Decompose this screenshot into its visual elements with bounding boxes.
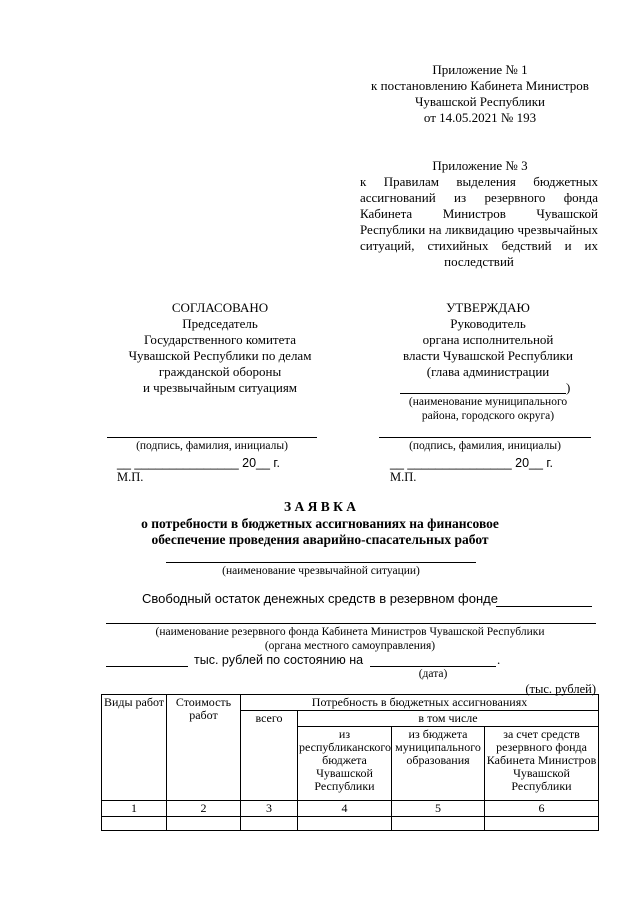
header-total: всего: [241, 711, 298, 801]
agreed-line: и чрезвычайным ситуациям: [142, 380, 298, 395]
header-municipal-budget: из бюджета муниципального образования: [392, 727, 485, 801]
agreed-line: Чувашской Республики по делам: [128, 348, 312, 363]
approved-name-caption: района, городского округа): [421, 410, 555, 422]
approved-line: органа исполнительной: [422, 332, 554, 347]
amount-text: тыс. рублей по состоянию на: [194, 653, 364, 667]
appendix-1-line3: Чувашской Республики: [414, 94, 546, 109]
approved-name-line: [400, 393, 566, 394]
emergency-name-line: [166, 562, 476, 563]
column-number: 2: [167, 801, 241, 817]
emergency-name-caption: (наименование чрезвычайной ситуации): [222, 565, 420, 577]
header-including: в том числе: [298, 711, 599, 727]
table-numbers-row: [102, 801, 599, 817]
agreed-heading: СОГЛАСОВАНО: [171, 300, 269, 315]
header-needs: Потребность в бюджетных ассигнованиях: [241, 695, 599, 711]
table-cell[interactable]: [392, 817, 485, 831]
table-cell[interactable]: [485, 817, 599, 831]
table-cell[interactable]: [167, 817, 241, 831]
header-cost: Стоимость работ: [167, 695, 241, 801]
approved-heading: УТВЕРЖДАЮ: [446, 300, 530, 315]
agreed-signature-caption: (подпись, фамилия, инициалы): [136, 440, 288, 452]
approved-line: Руководитель: [450, 316, 526, 331]
appendix-3-text: к Правилам выделения бюджетных ассигнований из резервного фонда Кабинета Министров Чувашской Республики на ликвидацию чрезвычайных ситуаций, стихийных бедствий и их последствий: [360, 174, 598, 269]
table-cell[interactable]: [298, 817, 392, 831]
amount-line: [106, 666, 188, 667]
table-cell[interactable]: [241, 817, 298, 831]
fund-name-line: [106, 623, 596, 624]
header-work-types: Виды работ: [102, 695, 167, 801]
balance-label: Свободный остаток денежных средств в резервном фонде: [142, 591, 498, 606]
appendix-1-title: Приложение № 1: [432, 62, 528, 77]
agreed-line: Государственного комитета: [144, 332, 296, 347]
approved-line: власти Чувашской Республики: [403, 348, 573, 363]
column-number: 3: [241, 801, 298, 817]
appendix-1-date: от 14.05.2021 № 193: [423, 110, 537, 125]
approved-seal: М.П.: [390, 470, 417, 484]
approved-date: __ _______________ 20__ г.: [390, 456, 553, 470]
approved-line: (глава администрации: [426, 364, 550, 379]
column-number: 5: [392, 801, 485, 817]
fund-name-caption: (наименование резервного фонда Кабинета Министров Чувашской Республики: [155, 626, 545, 638]
approved-signature-line: [379, 437, 591, 438]
column-number: 4: [298, 801, 392, 817]
appendix-3-title: Приложение № 3: [432, 158, 528, 173]
units-label: (тыс. рублей): [525, 682, 596, 696]
date-period: .: [497, 652, 501, 667]
needs-table: [101, 694, 599, 831]
request-subtitle-line1: о потребности в бюджетных ассигнованиях на финансовое: [141, 516, 499, 531]
date-caption: (дата): [418, 668, 448, 680]
table-row: [102, 817, 599, 831]
table-cell[interactable]: [102, 817, 167, 831]
column-number: 1: [102, 801, 167, 817]
approved-signature-caption: (подпись, фамилия, инициалы): [409, 440, 561, 452]
header-republican-budget: из республиканского бюджета Чувашской Республики: [298, 727, 392, 801]
agreed-date: __ _______________ 20__ г.: [117, 456, 280, 470]
approved-name-caption: (наименование муниципального: [408, 396, 568, 408]
request-subtitle-line2: обеспечение проведения аварийно-спасательных работ: [151, 532, 489, 547]
table-header-row: [102, 695, 599, 711]
agreed-line: Председатель: [182, 316, 258, 331]
column-number: 6: [485, 801, 599, 817]
agreed-line: гражданской обороны: [158, 364, 282, 379]
org-name-caption: (органа местного самоуправления): [264, 640, 436, 652]
approved-close-paren: ): [566, 380, 571, 395]
request-title: З А Я В К А: [283, 499, 357, 514]
agreed-seal: М.П.: [117, 470, 144, 484]
agreed-signature-line: [107, 437, 317, 438]
balance-amount-line: [496, 606, 592, 607]
appendix-1-line2: к постановлению Кабинета Министров: [371, 78, 589, 93]
header-reserve-fund: за счет средств резервного фонда Кабинета Министров Чувашской Республики: [485, 727, 599, 801]
